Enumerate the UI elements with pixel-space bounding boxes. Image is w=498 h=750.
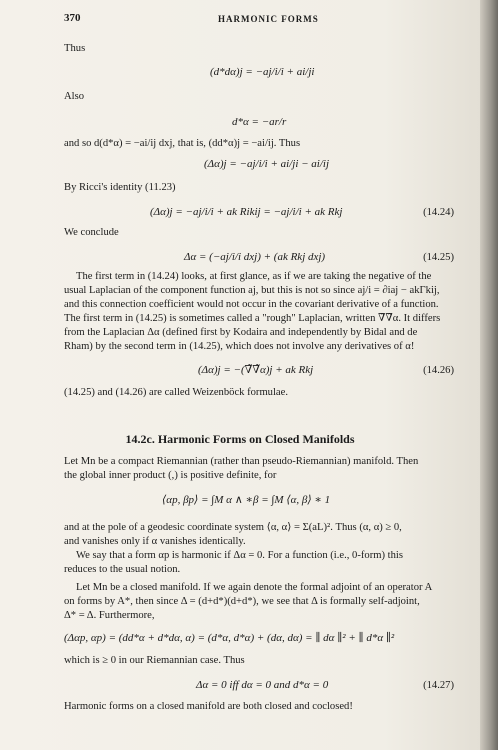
- text-line: Harmonic forms on a closed manifold are both closed and coclosed!: [64, 701, 353, 712]
- equation-number: (14.26): [423, 365, 454, 376]
- text-line: and this connection coefficient would not occur in the covariant derivative of a function.: [64, 299, 439, 310]
- text-line: (14.25) and (14.26) are called Weizenböck formulae.: [64, 387, 288, 398]
- text-line: Δ* = Δ. Furthermore,: [64, 610, 155, 621]
- text-line: Also: [64, 91, 85, 102]
- section-heading: 14.2c. Harmonic Forms on Closed Manifolds: [125, 432, 355, 446]
- text-line: Let Mn be a compact Riemannian (rather than pseudo-Riemannian) manifold. Then: [64, 456, 419, 467]
- text-line: Let Mn be a closed manifold. If we again denote the formal adjoint of an operator A: [76, 582, 433, 593]
- equation: (Δαp, αp) = (dd*α + d*dα, α) = (d*α, d*α) + (dα, dα) = ∥ dα ∥² + ∥ d*α ∥²: [64, 632, 395, 644]
- text-line: The first term in (14.25) is sometimes called a "rough" Laplacian, written ∇̃∇̃α. It differs: [64, 313, 441, 324]
- text-line: which is ≥ 0 in our Riemannian case. Thus: [64, 655, 245, 666]
- text-line: and vanishes only if α vanishes identically.: [64, 536, 246, 547]
- equation: d*α = −ar/r: [232, 116, 287, 128]
- page-edge-shadow: [480, 0, 498, 750]
- equation: Δα = (−aj/i/i dxj) + (ak Rkj dxj): [184, 251, 326, 263]
- equation: (d*dα)j = −aj/i/i + ai/ji: [210, 66, 315, 78]
- text-line: We say that a form αp is harmonic if Δα = 0. For a function (i.e., 0-form) this: [76, 550, 403, 561]
- equation: ⟨αp, βp⟩ = ∫M α ∧ ∗β = ∫M ⟨α, β⟩ ∗ 1: [162, 494, 331, 506]
- equation-number: (14.27): [423, 680, 454, 691]
- equation: Δα = 0 iff dα = 0 and d*α = 0: [196, 679, 329, 691]
- page-number: 370: [64, 12, 81, 24]
- text-line: usual Laplacian of the component function aj, but this is not so since aj/i = ∂iaj − akΓkij,: [64, 285, 440, 296]
- equation: (Δα)j = −aj/i/i + ak Rikij = −aj/i/i + ak Rkj: [150, 206, 343, 218]
- text-line: reduces to the usual notion.: [64, 564, 181, 575]
- running-title: HARMONIC FORMS: [218, 14, 319, 24]
- text-line: and so d(d*α) = −ai/ij dxj, that is, (dd*α)j = −ai/ij. Thus: [64, 138, 301, 149]
- text-line: We conclude: [64, 227, 119, 238]
- text-line: on forms by A*, then since Δ = (d+d*)(d+d*), we see that Δ is formally self-adjoint,: [64, 596, 420, 607]
- text-line: the global inner product (,) is positive definite, for: [64, 470, 277, 481]
- text-line: The first term in (14.24) looks, at first glance, as if we are taking the negative of the: [76, 271, 432, 282]
- equation: (Δα)j = −aj/i/i + ai/ji − ai/ij: [204, 158, 330, 170]
- text-line: from the Laplacian Δα (defined first by Kodaira and independently by Bidal and de: [64, 327, 418, 338]
- equation-number: (14.24): [423, 207, 454, 218]
- text-line: and at the pole of a geodesic coordinate system ⟨α, α⟩ = Σ(aL)². Thus (α, α) ≥ 0,: [64, 522, 402, 533]
- text-line: Rham) by the second term in (14.25), which does not involve any derivatives of α!: [64, 341, 415, 352]
- text-line: Thus: [64, 43, 86, 54]
- equation-number: (14.25): [423, 252, 454, 263]
- text-line: By Ricci's identity (11.23): [64, 182, 176, 193]
- equation: (Δα)j = −(∇̃∇̃α)j + ak Rkj: [198, 364, 314, 376]
